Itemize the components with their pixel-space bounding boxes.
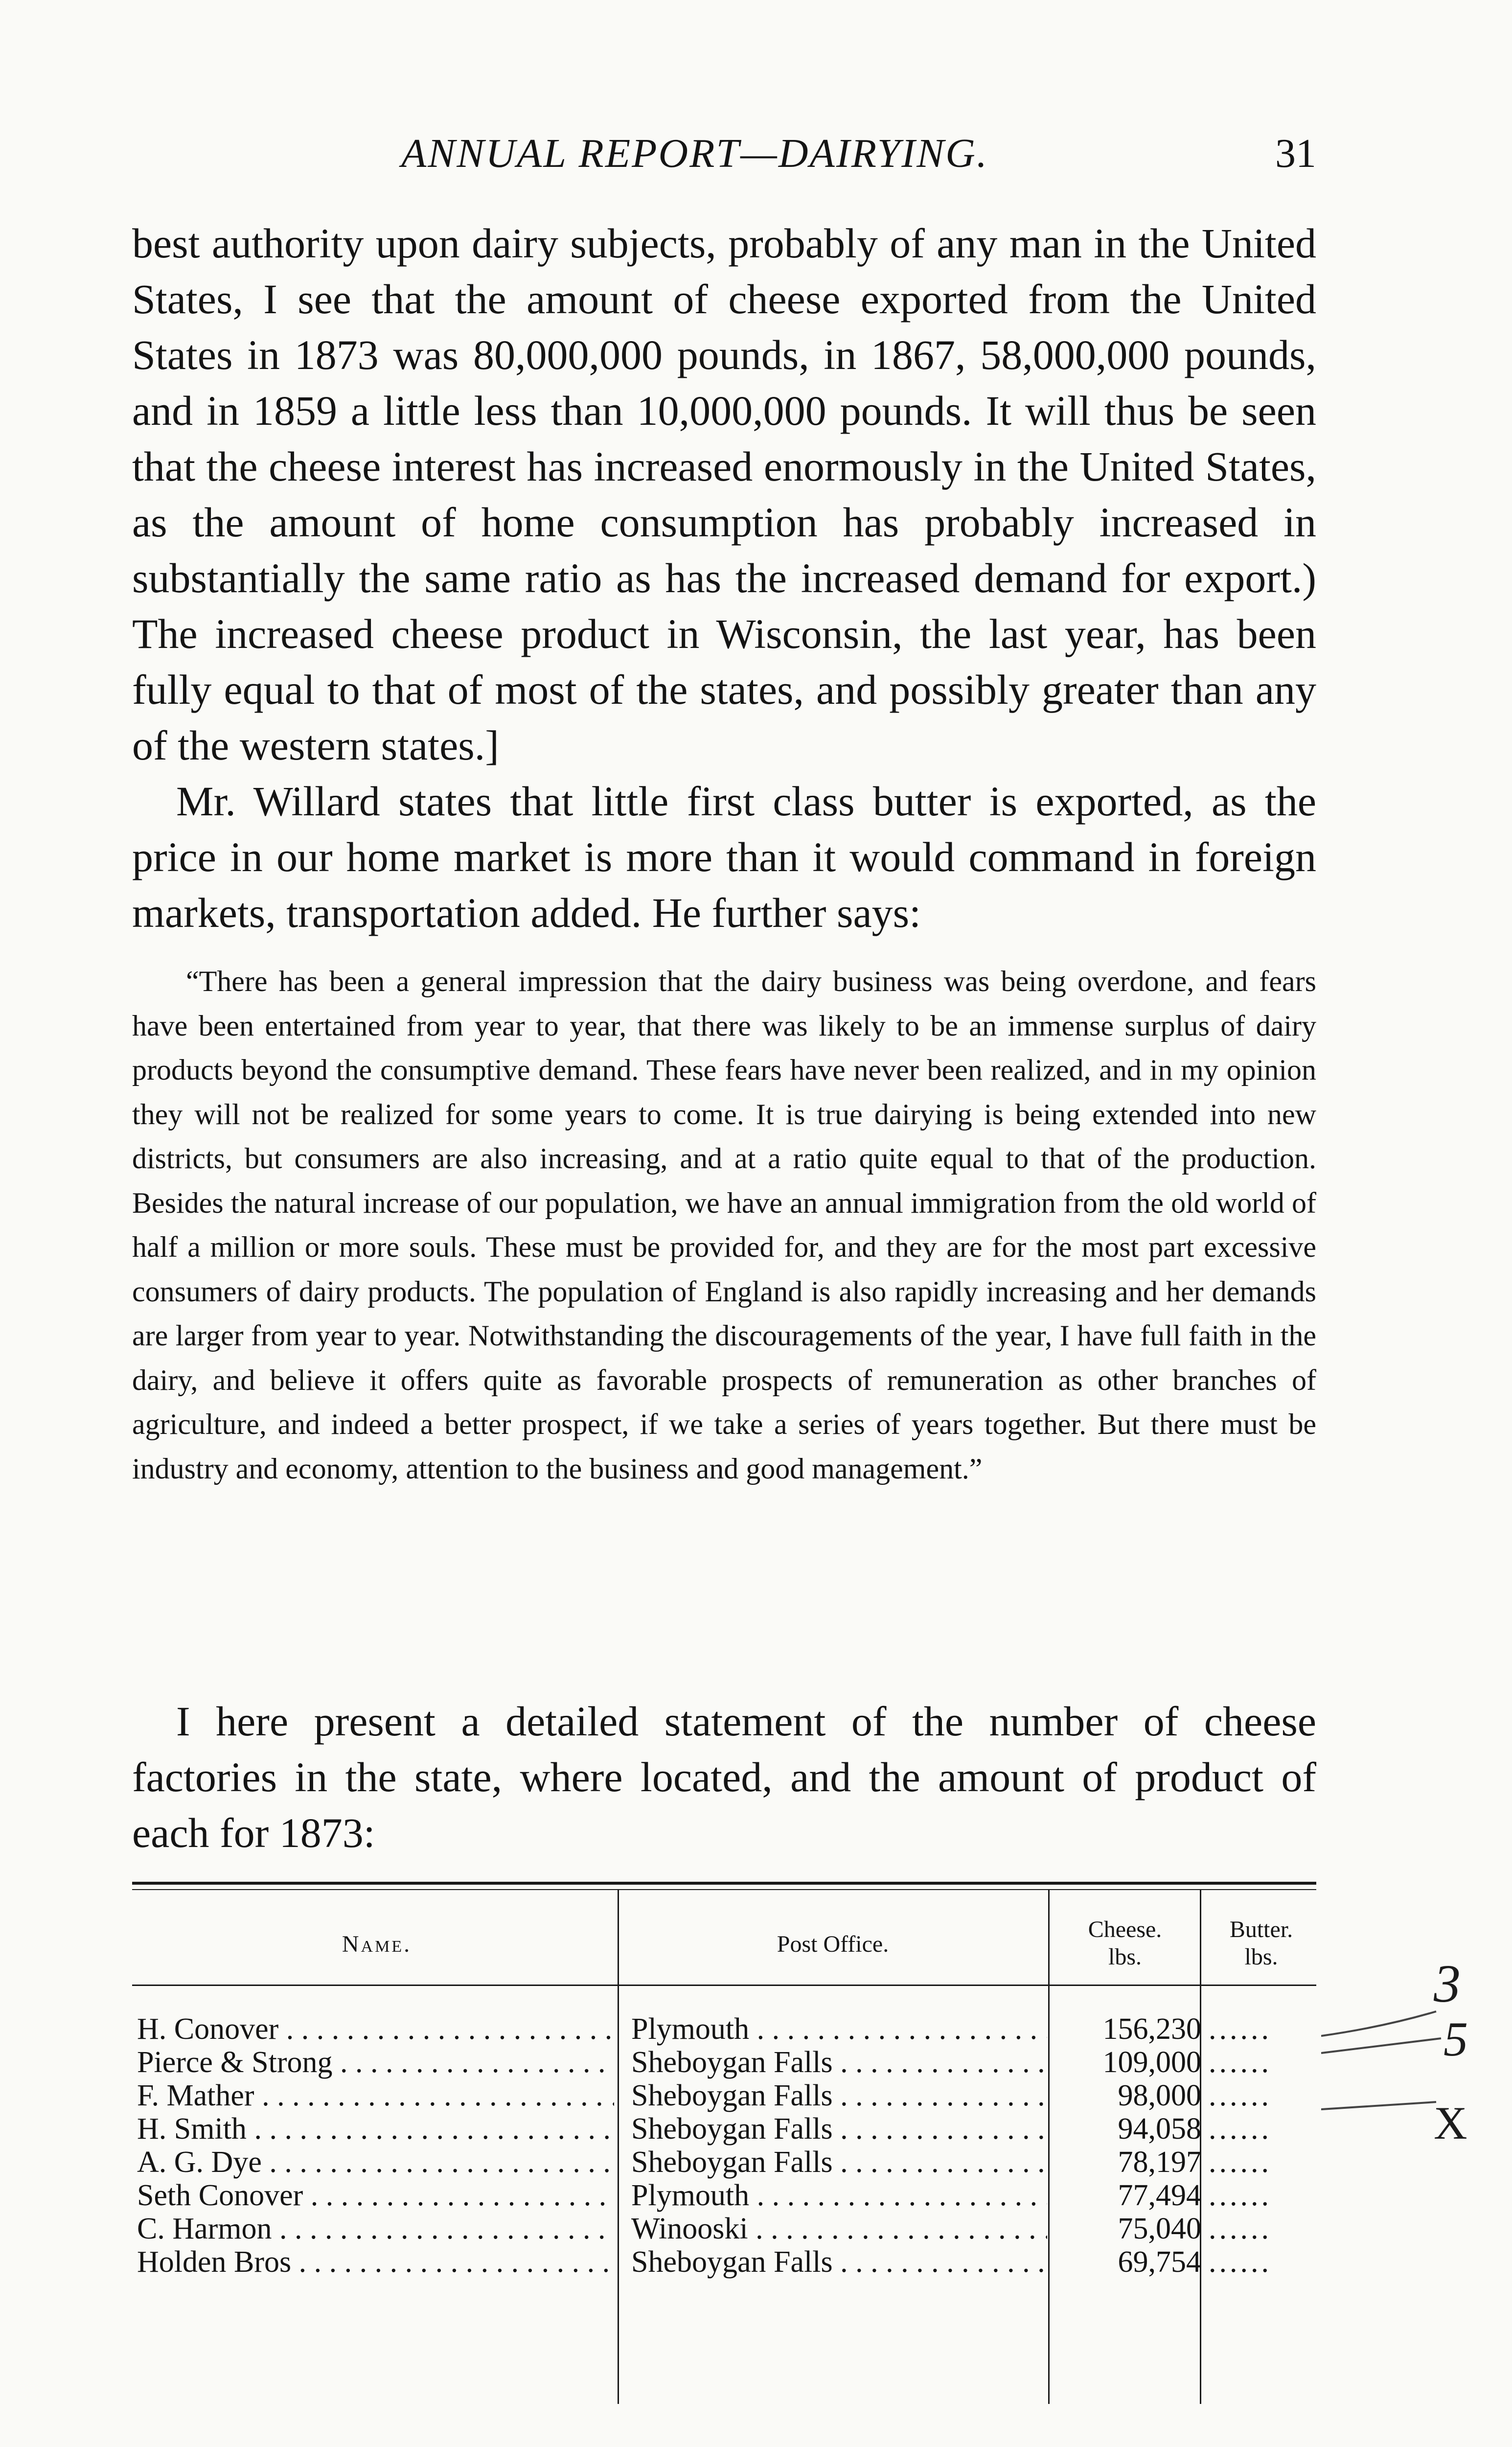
factory-name: Holden Bros . . . <box>137 2245 614 2279</box>
post-office: Sheboygan Falls . . . <box>631 2079 1047 2112</box>
column-header-post-office: Post Office. <box>777 1931 889 1957</box>
factory-name: A. G. Dye . . . <box>137 2146 614 2179</box>
table-row <box>132 2245 1316 2279</box>
factory-name: Pierce & Strong . . . <box>137 2046 614 2079</box>
cheese-lbs: 78,197 <box>1118 2146 1201 2179</box>
cheese-lbs: 75,040 <box>1118 2212 1201 2245</box>
cheese-lbs: 69,754 <box>1118 2245 1201 2279</box>
table-body <box>132 2012 1316 2279</box>
post-office: Sheboygan Falls . . . <box>631 2046 1047 2079</box>
cheese-lbs: 77,494 <box>1118 2179 1201 2212</box>
butter-lbs: ...... <box>1209 2245 1272 2279</box>
table-row <box>132 2212 1316 2245</box>
butter-lbs: ...... <box>1209 2212 1272 2245</box>
table-row <box>132 2179 1316 2212</box>
table-row <box>132 2112 1316 2146</box>
factory-name: Seth Conover . . . <box>137 2179 614 2212</box>
butter-lbs: ...... <box>1209 2179 1272 2212</box>
paragraph-1: best authority upon dairy subjects, probably of any man in the United States, I see that the amount of cheese exported from the United States in 1873 was 80,000,000 pounds, in 1867, 58,000,000 pounds, and in 1859 a little less than 10,000,000 pounds. It will thus be seen that the cheese interest has increased enormously in the United States, as the amount of home consumption has probably increased in substantially the same ratio as has the increased demand for export.) The increased cheese product in Wisconsin, the last year, has been fully equal to that of most of the states, and possibly greater than any of the western states.] <box>132 220 1316 769</box>
pen-stroke <box>1321 2102 1436 2109</box>
handwritten-annotation <box>1321 1933 1512 2153</box>
factory-name: C. Harmon . . . <box>137 2212 614 2245</box>
factory-name: H. Smith . . . <box>137 2112 614 2146</box>
column-header-cheese-unit: lbs. <box>1108 1944 1142 1970</box>
factory-name: H. Conover . . . <box>137 2012 614 2046</box>
handwritten-mark-x: X <box>1434 2097 1467 2149</box>
table-intro-paragraph: I here present a detailed statement of the number of cheese factories in the state, where located, and the amount of product of each for 1873: <box>132 1698 1316 1856</box>
post-office: Plymouth . . . <box>631 2179 1047 2212</box>
butter-lbs: ...... <box>1209 2146 1272 2179</box>
cheese-lbs: 98,000 <box>1118 2079 1201 2112</box>
post-office: Plymouth . . . <box>631 2012 1047 2046</box>
column-header-cheese-label: Cheese. <box>1088 1916 1162 1942</box>
cheese-lbs: 109,000 <box>1102 2046 1201 2079</box>
cheese-lbs: 94,058 <box>1118 2112 1201 2146</box>
running-head: ANNUAL REPORT—DAIRYING. <box>401 131 988 176</box>
page-header <box>132 130 1316 184</box>
column-header-name: Name. <box>342 1931 412 1957</box>
pen-stroke <box>1321 2011 1436 2036</box>
page-number: 31 <box>1275 131 1316 176</box>
body-text <box>132 215 1316 941</box>
pen-stroke <box>1321 2038 1441 2053</box>
butter-lbs: ...... <box>1209 2112 1272 2146</box>
post-office: Winooski . . . <box>631 2212 1047 2245</box>
column-header-cheese <box>1050 1916 1200 1971</box>
table-row <box>132 2146 1316 2179</box>
butter-lbs: ...... <box>1209 2046 1272 2079</box>
table-row <box>132 2012 1316 2046</box>
paragraph-2: Mr. Willard states that little first class butter is exported, as the price in our home market is more than it would command in foreign markets, transportation added. He further says: <box>132 778 1316 936</box>
butter-lbs: ...... <box>1209 2012 1272 2046</box>
cheese-lbs: 156,230 <box>1102 2012 1201 2046</box>
butter-lbs: ...... <box>1209 2079 1272 2112</box>
post-office: Sheboygan Falls . . . <box>631 2245 1047 2279</box>
column-header-butter-unit: lbs. <box>1244 1944 1278 1970</box>
table-header-rule <box>132 1985 1316 1986</box>
handwritten-mark-5: 5 <box>1443 2012 1468 2066</box>
table-top-rule-thin <box>132 1889 1316 1890</box>
factory-name: F. Mather . . . <box>137 2079 614 2112</box>
column-header-butter-label: Butter. <box>1229 1916 1293 1942</box>
table-top-rule <box>132 1882 1316 1885</box>
handwritten-mark-3: 3 <box>1434 1954 1461 2013</box>
table-row <box>132 2046 1316 2079</box>
post-office: Sheboygan Falls . . . <box>631 2146 1047 2179</box>
column-header-butter <box>1201 1916 1321 1971</box>
post-office: Sheboygan Falls . . . <box>631 2112 1047 2146</box>
willard-quote: “There has been a general impression that the dairy business was being overdone, and fears have been entertained from year to year, that there was likely to be an immense surplus of dairy products beyond the consumptive demand. These fears have never been realized, and in my opinion they will not be realized for some years to come. It is true dairying is being extended into new districts, but consumers are also increasing, and at a ratio quite equal to that of the production. Besides the natural increase of our population, we have an annual immigration from the old world of half a million or more souls. These must be provided for, and they are for the most part excessive consumers of dairy products. The population of England is also rapidly increasing and her demands are larger from year to year. Notwithstanding the discouragements of the year, I have full faith in the dairy, and believe it offers quite as favorable prospects of remuneration as other branches of agriculture, and indeed a better prospect, if we take a series of years together. But there must be industry and economy, attention to the business and good management.” <box>132 965 1316 1485</box>
table-row <box>132 2079 1316 2112</box>
